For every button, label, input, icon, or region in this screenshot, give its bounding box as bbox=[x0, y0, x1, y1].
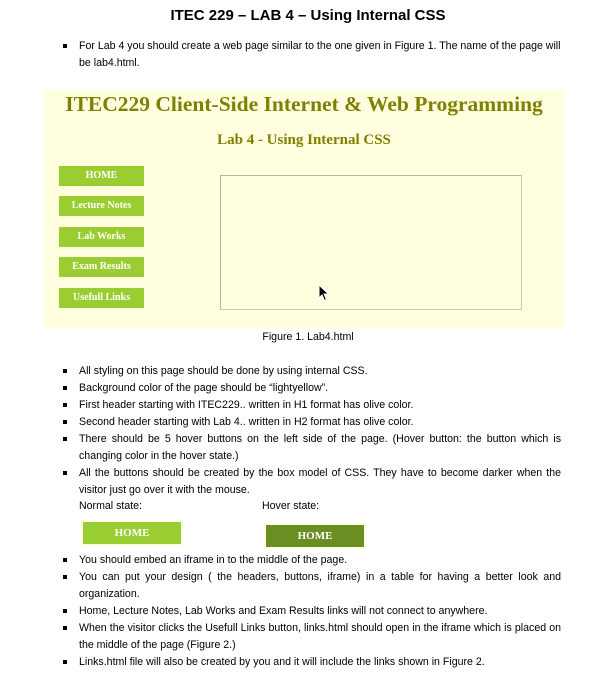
figure-h2-heading: Lab 4 - Using Internal CSS bbox=[217, 132, 391, 148]
nav-button-exam-results[interactable]: Exam Results bbox=[59, 257, 144, 277]
hover-state-label: Hover state: bbox=[262, 500, 320, 512]
list-item: First header starting with ITEC229.. written in H1 format has olive color. bbox=[0, 397, 616, 414]
list-item: You can put your design ( the headers, buttons, iframe) in a table for having a better look and organization. bbox=[0, 569, 616, 603]
normal-state-label: Normal state: bbox=[79, 500, 142, 512]
list-item: There should be 5 hover buttons on the left side of the page. (Hover button: the button which is changing color in the hover state.) bbox=[0, 431, 616, 465]
document-title: ITEC 229 – LAB 4 – Using Internal CSS bbox=[170, 7, 446, 24]
nav-button-home[interactable]: HOME bbox=[59, 166, 144, 186]
list-item: All styling on this page should be done by using internal CSS. bbox=[0, 363, 616, 380]
normal-state-button[interactable]: HOME bbox=[83, 522, 181, 544]
list-item: All the buttons should be created by the box model of CSS. They have to become darker when the visitor just go over it with the mouse. bbox=[0, 465, 616, 499]
figure-h1-heading: ITEC229 Client-Side Internet & Web Programming bbox=[65, 92, 543, 116]
figure-lab4-preview bbox=[44, 90, 564, 328]
mouse-cursor-icon bbox=[318, 284, 330, 302]
list-item: When the visitor clicks the Usefull Links button, links.html should open in the iframe which is placed on the middle of the page (Figure 2.) bbox=[0, 620, 616, 654]
figure-caption: Figure 1. Lab4.html bbox=[262, 331, 354, 343]
list-item: Home, Lecture Notes, Lab Works and Exam Results links will not connect to anywhere. bbox=[0, 603, 616, 620]
requirements-list-continued bbox=[0, 552, 616, 671]
list-item: You should embed an iframe in to the middle of the page. bbox=[0, 552, 616, 569]
nav-button-lab-works[interactable]: Lab Works bbox=[59, 227, 144, 247]
intro-list bbox=[0, 38, 616, 72]
nav-button-usefull-links[interactable]: Usefull Links bbox=[59, 288, 144, 308]
list-item: Background color of the page should be “lightyellow”. bbox=[0, 380, 616, 397]
list-item: For Lab 4 you should create a web page similar to the one given in Figure 1. The name of the page will be lab4.html. bbox=[0, 38, 616, 72]
list-item: Second header starting with Lab 4.. written in H2 format has olive color. bbox=[0, 414, 616, 431]
requirements-list bbox=[0, 363, 616, 499]
nav-button-lecture-notes[interactable]: Lecture Notes bbox=[59, 196, 144, 216]
list-item: Links.html file will also be created by you and it will include the links shown in Figure 2. bbox=[0, 654, 616, 671]
iframe-placeholder[interactable] bbox=[220, 175, 522, 310]
hover-state-button[interactable]: HOME bbox=[266, 525, 364, 547]
